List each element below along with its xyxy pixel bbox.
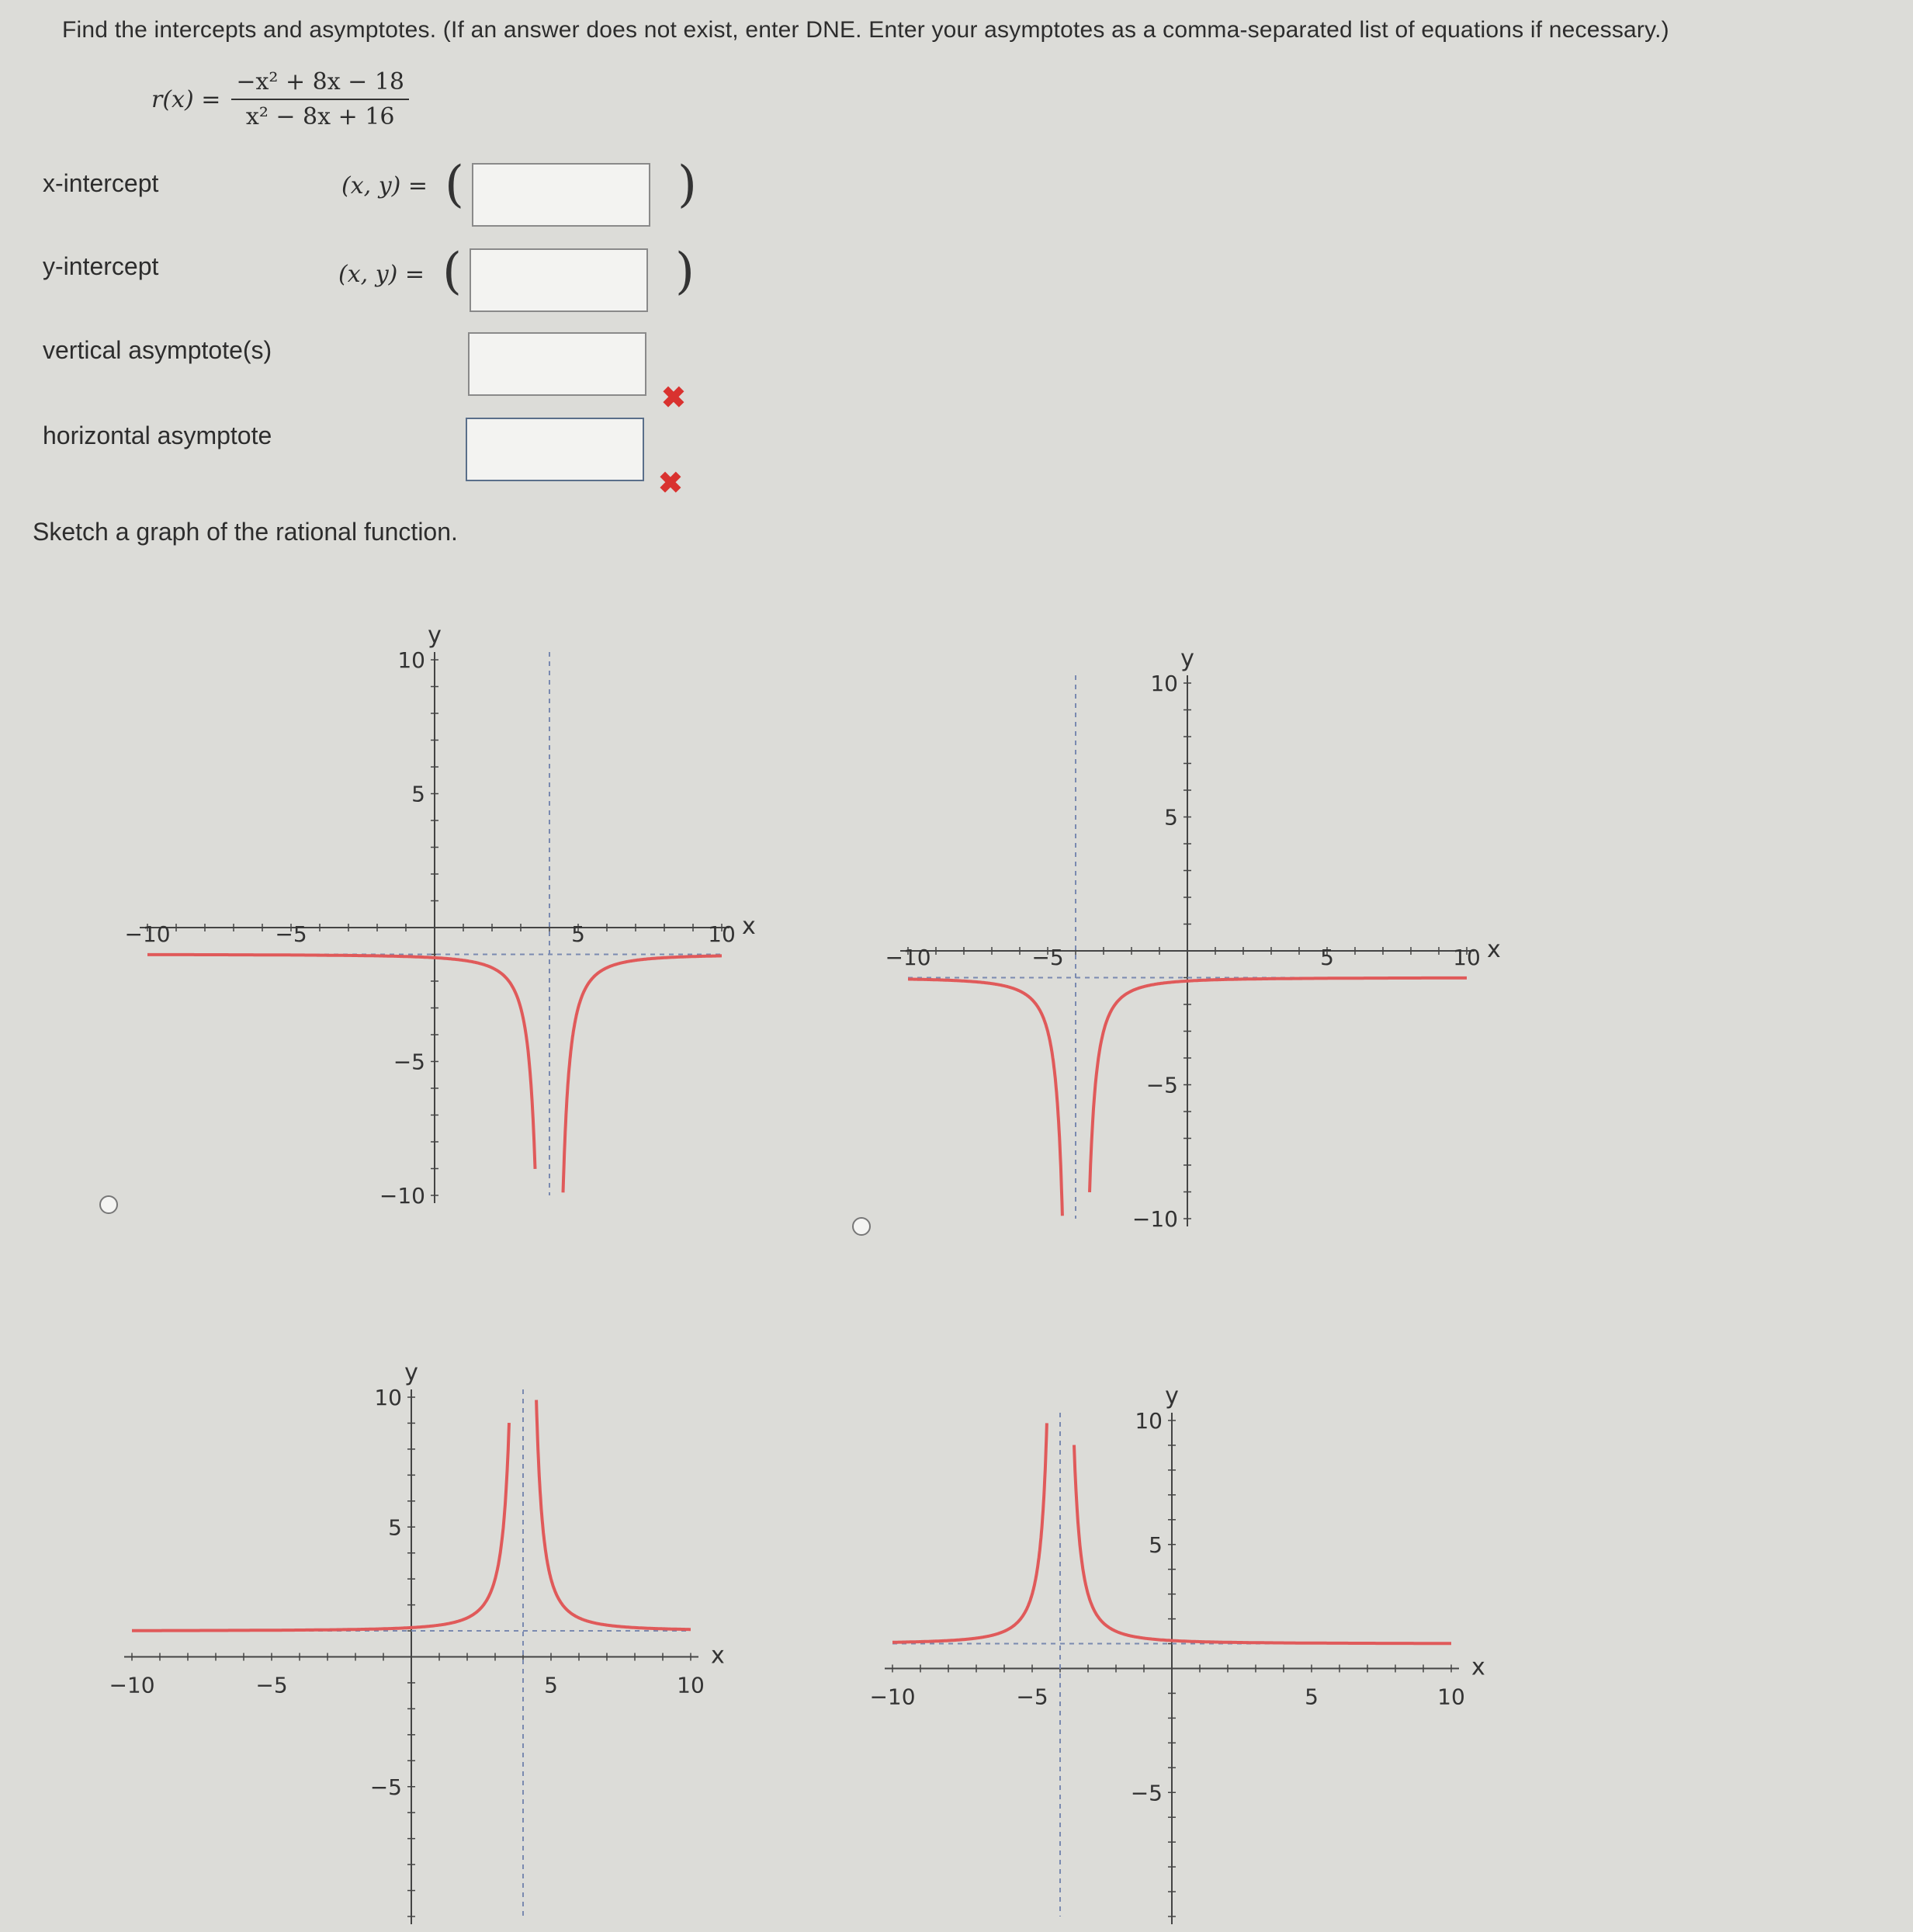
graph-option-a-radio[interactable] [99,1195,118,1214]
graph-option-b-radio[interactable] [852,1217,871,1236]
curve-branch-left [908,979,1062,1216]
horizontal-asymptote-input[interactable] [466,418,644,481]
y-tick-label: −5 [369,1774,402,1800]
x-tick-label: 10 [1453,945,1481,970]
x-tick-label: 5 [1320,945,1334,970]
curve-branch-left [132,1423,509,1631]
x-axis-label: x [711,1642,725,1670]
y-tick-label: 5 [1149,1531,1163,1558]
vertical-asymptote-label: vertical asymptote(s) [43,336,272,364]
x-intercept-input[interactable] [472,163,650,227]
horizontal-asymptote-wrong-icon: ✖ [658,467,683,500]
graph-option-c [109,1359,725,1932]
curve-branch-left [147,955,535,1169]
y-tick-label: 10 [1135,1408,1163,1434]
fraction [231,68,409,130]
y-axis-label: y [1165,1382,1179,1410]
y-tick-label: 5 [411,781,425,807]
x-intercept-prefix: (x, y) = [341,172,428,199]
x-intercept-open-paren: ( [445,156,464,213]
curve-branch-right [1074,1445,1451,1644]
y-intercept-open-paren: ( [442,243,462,300]
graph-option-d [869,1382,1485,1932]
y-tick-label: 10 [374,1385,402,1410]
y-tick-label: −5 [1145,1072,1178,1098]
y-tick-label: −5 [1130,1780,1163,1806]
x-axis-label: x [1487,936,1501,963]
x-tick-label: −5 [255,1672,288,1698]
x-tick-label: −5 [1031,945,1064,970]
y-tick-label: 5 [1164,804,1178,831]
y-tick-label: 5 [388,1514,402,1541]
x-tick-label: 10 [708,921,736,947]
graph-option-a [124,622,756,1211]
y-intercept-label: y-intercept [43,252,159,280]
vertical-asymptote-wrong-icon: ✖ [661,382,686,414]
sketch-prompt: Sketch a graph of the rational function. [33,518,458,546]
question-instructions: Find the intercepts and asymptotes. (If an answer does not exist, enter DNE. Enter your asymptotes as a comma-separated list of equations if necessary.) [62,17,1669,43]
function-equation [151,68,409,130]
function-lhs: r(x) = [151,85,221,113]
y-axis-label: y [404,1359,418,1386]
x-intercept-close-paren: ) [678,156,697,213]
x-tick-label: −5 [275,921,307,947]
y-tick-label: −10 [379,1183,425,1209]
y-tick-label: −10 [1132,1206,1178,1232]
x-tick-label: 5 [1305,1684,1319,1710]
x-axis-label: x [1471,1653,1485,1681]
x-intercept-label: x-intercept [43,169,159,197]
x-tick-label: −10 [885,945,931,970]
x-tick-label: −10 [109,1672,155,1698]
curve-branch-left [892,1423,1047,1642]
x-tick-label: −10 [124,921,171,947]
y-axis-label: y [1180,645,1194,672]
y-intercept-close-paren: ) [675,243,695,300]
x-tick-label: 5 [544,1672,558,1698]
x-tick-label: −10 [869,1684,916,1710]
y-tick-label: 10 [397,647,425,673]
vertical-asymptote-input[interactable] [468,332,646,396]
x-axis-label: x [742,913,756,940]
horizontal-asymptote-label: horizontal asymptote [43,421,272,449]
graph-option-b [885,645,1501,1234]
y-intercept-input[interactable] [470,248,648,312]
x-tick-label: 10 [677,1672,705,1698]
y-tick-label: 10 [1150,671,1178,696]
y-tick-label: −5 [393,1049,425,1075]
fraction-denominator: x² − 8x + 16 [245,103,395,130]
x-tick-label: 5 [571,921,585,947]
fraction-numerator: −x² + 8x − 18 [231,68,409,100]
x-tick-label: 10 [1437,1684,1465,1710]
curve-branch-right [536,1400,691,1630]
y-intercept-prefix: (x, y) = [338,261,425,288]
curve-branch-right [563,956,723,1192]
y-axis-label: y [428,622,442,649]
x-tick-label: −5 [1016,1684,1048,1710]
